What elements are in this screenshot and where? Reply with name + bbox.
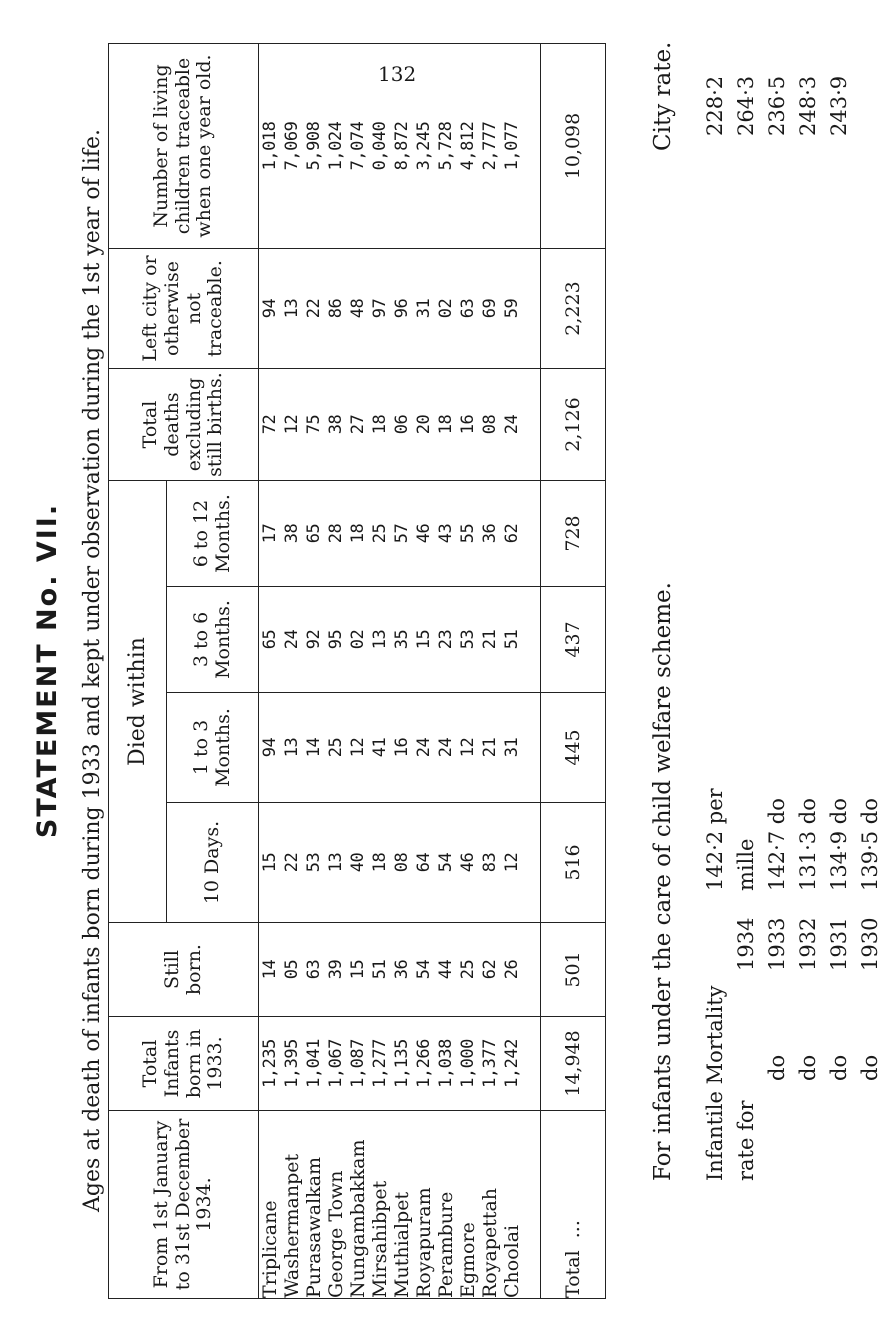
header-total-born: Total Infants born in 1933. bbox=[109, 1017, 259, 1111]
m6-12-cell: 28 bbox=[326, 523, 346, 544]
left-city-cell: 97 bbox=[370, 298, 390, 319]
total-deaths-cell: 38 bbox=[326, 414, 346, 435]
born-cell: 1,135 bbox=[392, 1039, 412, 1088]
m6-12-cell: 46 bbox=[414, 523, 434, 544]
infant-mortality-table bbox=[108, 43, 606, 1299]
d10-cell: 12 bbox=[502, 852, 522, 873]
m6-12-cell: 17 bbox=[260, 523, 280, 544]
total-deaths-cell: 27 bbox=[348, 414, 368, 435]
total-deaths-cell: 24 bbox=[502, 414, 522, 435]
city-rate-value: 248·3 bbox=[796, 75, 820, 136]
m3-6-cell: 13 bbox=[370, 629, 390, 650]
m1-3-cell: 24 bbox=[436, 737, 456, 758]
mortality-rate: 134·9 do bbox=[827, 798, 851, 891]
m6-12-cell: 43 bbox=[436, 523, 456, 544]
header-left-city: Left city or otherwise not traceable. bbox=[109, 249, 259, 369]
m6-12-cell: 18 bbox=[348, 523, 368, 544]
header-total-deaths: Total deaths excluding still births. bbox=[109, 369, 259, 481]
d10-cell: 64 bbox=[414, 852, 434, 873]
m6-12-cell: 57 bbox=[392, 523, 412, 544]
total-deaths-cell: 72 bbox=[260, 414, 280, 435]
left-city-cell: 63 bbox=[458, 298, 478, 319]
d10-cell: 22 bbox=[282, 852, 302, 873]
m1-3-cell: 14 bbox=[304, 737, 324, 758]
total-deaths-cell: 75 bbox=[304, 414, 324, 435]
total-deaths-column bbox=[259, 369, 541, 481]
born-cell: 1,235 bbox=[260, 1039, 280, 1088]
mortality-label: do bbox=[858, 1054, 882, 1081]
born-cell: 1,377 bbox=[480, 1039, 500, 1088]
born-column bbox=[259, 1017, 541, 1111]
city-rate-value: 236·5 bbox=[765, 75, 789, 136]
division-name-cell: Perambure bbox=[435, 1191, 457, 1298]
living-cell: 4,812 bbox=[458, 121, 478, 171]
m6-12-column bbox=[259, 481, 541, 587]
city-rate-label: City rate. bbox=[650, 41, 676, 151]
total-deaths-cell: 06 bbox=[392, 414, 412, 435]
m3-6-cell: 51 bbox=[502, 629, 522, 650]
city-rate-value: 264·3 bbox=[734, 75, 758, 136]
m1-3-cell: 31 bbox=[502, 737, 522, 758]
m1-3-cell: 94 bbox=[260, 737, 280, 758]
division-name-cell: Triplicane bbox=[259, 1200, 281, 1298]
born-cell: 1,242 bbox=[502, 1039, 522, 1088]
m6-12-cell: 38 bbox=[282, 523, 302, 544]
living-cell: 1,024 bbox=[326, 121, 346, 171]
born-cell: 1,395 bbox=[282, 1039, 302, 1088]
d10-cell: 54 bbox=[436, 852, 456, 873]
m3-6-cell: 15 bbox=[414, 629, 434, 650]
table-body-row bbox=[259, 44, 541, 1299]
left-city-cell: 31 bbox=[414, 298, 434, 319]
total-m3-6: 437 bbox=[541, 587, 606, 693]
d10-cell: 40 bbox=[348, 852, 368, 873]
division-name-cell: Muthialpet bbox=[391, 1191, 413, 1298]
m1-3-cell: 12 bbox=[458, 737, 478, 758]
header-died-within: Died within bbox=[109, 481, 167, 923]
division-name-cell: Nungambakkam bbox=[347, 1139, 369, 1298]
m1-3-cell: 12 bbox=[348, 737, 368, 758]
still-cell: 39 bbox=[326, 959, 346, 980]
page-number: 132 bbox=[378, 62, 417, 86]
m3-6-column bbox=[259, 587, 541, 693]
living-cell: 7,074 bbox=[348, 121, 368, 171]
total-still: 501 bbox=[541, 923, 606, 1017]
d10-column bbox=[259, 803, 541, 923]
mortality-year: 1932 bbox=[796, 917, 820, 971]
born-cell: 1,038 bbox=[436, 1039, 456, 1088]
still-cell: 15 bbox=[348, 959, 368, 980]
d10-cell: 18 bbox=[370, 852, 390, 873]
total-d10: 516 bbox=[541, 803, 606, 923]
d10-cell: 46 bbox=[458, 852, 478, 873]
header-6-to-12-months: 6 to 12 Months. bbox=[167, 481, 259, 587]
m6-12-cell: 62 bbox=[502, 523, 522, 544]
m3-6-cell: 02 bbox=[348, 629, 368, 650]
totals-row bbox=[541, 44, 606, 1299]
total-label: Total ... bbox=[541, 1111, 606, 1299]
total-m6-12: 728 bbox=[541, 481, 606, 587]
mortality-rate: 142·7 do bbox=[765, 798, 789, 891]
mortality-line bbox=[824, 731, 855, 1181]
m3-6-cell: 24 bbox=[282, 629, 302, 650]
m3-6-cell: 95 bbox=[326, 629, 346, 650]
m3-6-cell: 92 bbox=[304, 629, 324, 650]
left-city-column bbox=[259, 249, 541, 369]
still-cell: 63 bbox=[304, 959, 324, 980]
d10-cell: 08 bbox=[392, 852, 412, 873]
division-name-cell: Choolai bbox=[501, 1224, 523, 1298]
division-names bbox=[259, 1111, 541, 1299]
mortality-year: 1931 bbox=[827, 917, 851, 971]
m6-12-cell: 65 bbox=[304, 523, 324, 544]
left-city-cell: 96 bbox=[392, 298, 412, 319]
m1-3-cell: 25 bbox=[326, 737, 346, 758]
left-city-cell: 22 bbox=[304, 298, 324, 319]
total-born: 14,948 bbox=[541, 1017, 606, 1111]
mortality-line bbox=[793, 731, 824, 1181]
born-cell: 1,277 bbox=[370, 1039, 390, 1088]
still-cell: 54 bbox=[414, 959, 434, 980]
d10-cell: 15 bbox=[260, 852, 280, 873]
division-name-cell: Egmore bbox=[457, 1222, 479, 1298]
mortality-rate: 142·2 per mille bbox=[703, 788, 758, 891]
living-cell: 1,018 bbox=[260, 121, 280, 171]
header-10-days: 10 Days. bbox=[167, 803, 259, 923]
still-cell: 62 bbox=[480, 959, 500, 980]
city-rate-value: 243·9 bbox=[827, 75, 851, 136]
header-1-to-3-months: 1 to 3 Months. bbox=[167, 693, 259, 803]
footer-caption: For infants under the care of child welfare scheme. bbox=[650, 582, 676, 1181]
left-city-cell: 02 bbox=[436, 298, 456, 319]
mortality-line bbox=[762, 731, 793, 1181]
left-city-cell: 69 bbox=[480, 298, 500, 319]
still-column bbox=[259, 923, 541, 1017]
living-cell: 1,077 bbox=[502, 121, 522, 171]
m3-6-cell: 35 bbox=[392, 629, 412, 650]
living-cell: 8,872 bbox=[392, 121, 412, 171]
still-cell: 44 bbox=[436, 959, 456, 980]
still-cell: 05 bbox=[282, 959, 302, 980]
total-deaths-cell: 20 bbox=[414, 414, 434, 435]
living-cell: 0,040 bbox=[370, 121, 390, 171]
living-cell: 5,728 bbox=[436, 121, 456, 171]
header-period: From 1st January to 31st December 1934. bbox=[109, 1111, 259, 1299]
mortality-rate: 131·3 do bbox=[796, 798, 820, 891]
division-name-cell: Washermanpet bbox=[281, 1153, 303, 1298]
still-cell: 14 bbox=[260, 959, 280, 980]
born-cell: 1,067 bbox=[326, 1039, 346, 1088]
left-city-cell: 48 bbox=[348, 298, 368, 319]
living-cell: 5,908 bbox=[304, 121, 324, 171]
mortality-rates bbox=[700, 731, 886, 1181]
m1-3-cell: 24 bbox=[414, 737, 434, 758]
m3-6-cell: 65 bbox=[260, 629, 280, 650]
still-cell: 25 bbox=[458, 959, 478, 980]
m3-6-cell: 53 bbox=[458, 629, 478, 650]
division-name-cell: Royapettah bbox=[479, 1187, 501, 1298]
mortality-line bbox=[700, 731, 762, 1181]
division-name-cell: Royapuram bbox=[413, 1187, 435, 1298]
m3-6-cell: 23 bbox=[436, 629, 456, 650]
total-m1-3: 445 bbox=[541, 693, 606, 803]
born-cell: 1,000 bbox=[458, 1039, 478, 1088]
header-living: Number of living children traceable when one year old. bbox=[109, 44, 259, 249]
m6-12-cell: 25 bbox=[370, 523, 390, 544]
total-deaths-cell: 18 bbox=[370, 414, 390, 435]
left-city-cell: 94 bbox=[260, 298, 280, 319]
born-cell: 1,087 bbox=[348, 1039, 368, 1088]
mortality-line bbox=[855, 731, 886, 1181]
mortality-year: 1930 bbox=[858, 917, 882, 971]
still-cell: 51 bbox=[370, 959, 390, 980]
header-3-to-6-months: 3 to 6 Months. bbox=[167, 587, 259, 693]
mortality-label: Infantile Mortality rate for bbox=[703, 985, 758, 1181]
mortality-label: do bbox=[827, 1054, 851, 1081]
m1-3-cell: 41 bbox=[370, 737, 390, 758]
d10-cell: 13 bbox=[326, 852, 346, 873]
mortality-label: do bbox=[796, 1054, 820, 1081]
still-cell: 36 bbox=[392, 959, 412, 980]
city-rate-value: 228·2 bbox=[703, 75, 727, 136]
m6-12-cell: 55 bbox=[458, 523, 478, 544]
total-deaths-cell: 16 bbox=[458, 414, 478, 435]
division-name-cell: George Town bbox=[325, 1170, 347, 1298]
mortality-rate: 139·5 do bbox=[858, 798, 882, 891]
total-deaths: 2,126 bbox=[541, 369, 606, 481]
statement-heading: STATEMENT No. VII. bbox=[32, 502, 63, 839]
division-name-cell: Purasawalkam bbox=[303, 1156, 325, 1298]
m1-3-cell: 13 bbox=[282, 737, 302, 758]
m6-12-cell: 36 bbox=[480, 523, 500, 544]
m1-3-cell: 16 bbox=[392, 737, 412, 758]
city-rates bbox=[700, 76, 855, 136]
left-city-cell: 86 bbox=[326, 298, 346, 319]
total-deaths-cell: 18 bbox=[436, 414, 456, 435]
m1-3-column bbox=[259, 693, 541, 803]
header-still-born: Still born. bbox=[109, 923, 259, 1017]
m3-6-cell: 21 bbox=[480, 629, 500, 650]
m1-3-cell: 21 bbox=[480, 737, 500, 758]
mortality-label: do bbox=[765, 1054, 789, 1081]
total-living: 10,098 bbox=[541, 44, 606, 249]
statement-subheading: Ages at death of infants born during 1933 and kept under observation during the 1st year of life. bbox=[80, 128, 105, 1213]
mortality-year: 1934 bbox=[734, 917, 758, 971]
total-left: 2,223 bbox=[541, 249, 606, 369]
mortality-year: 1933 bbox=[765, 917, 789, 971]
total-deaths-cell: 08 bbox=[480, 414, 500, 435]
d10-cell: 83 bbox=[480, 852, 500, 873]
still-cell: 26 bbox=[502, 959, 522, 980]
division-name-cell: Mirsahibpet bbox=[369, 1180, 391, 1298]
left-city-cell: 13 bbox=[282, 298, 302, 319]
left-city-cell: 59 bbox=[502, 298, 522, 319]
living-cell: 3,245 bbox=[414, 121, 434, 171]
d10-cell: 53 bbox=[304, 852, 324, 873]
total-deaths-cell: 12 bbox=[282, 414, 302, 435]
born-cell: 1,266 bbox=[414, 1039, 434, 1088]
living-column bbox=[259, 44, 541, 249]
born-cell: 1,041 bbox=[304, 1039, 324, 1088]
living-cell: 2,777 bbox=[480, 121, 500, 171]
living-cell: 7,069 bbox=[282, 121, 302, 171]
